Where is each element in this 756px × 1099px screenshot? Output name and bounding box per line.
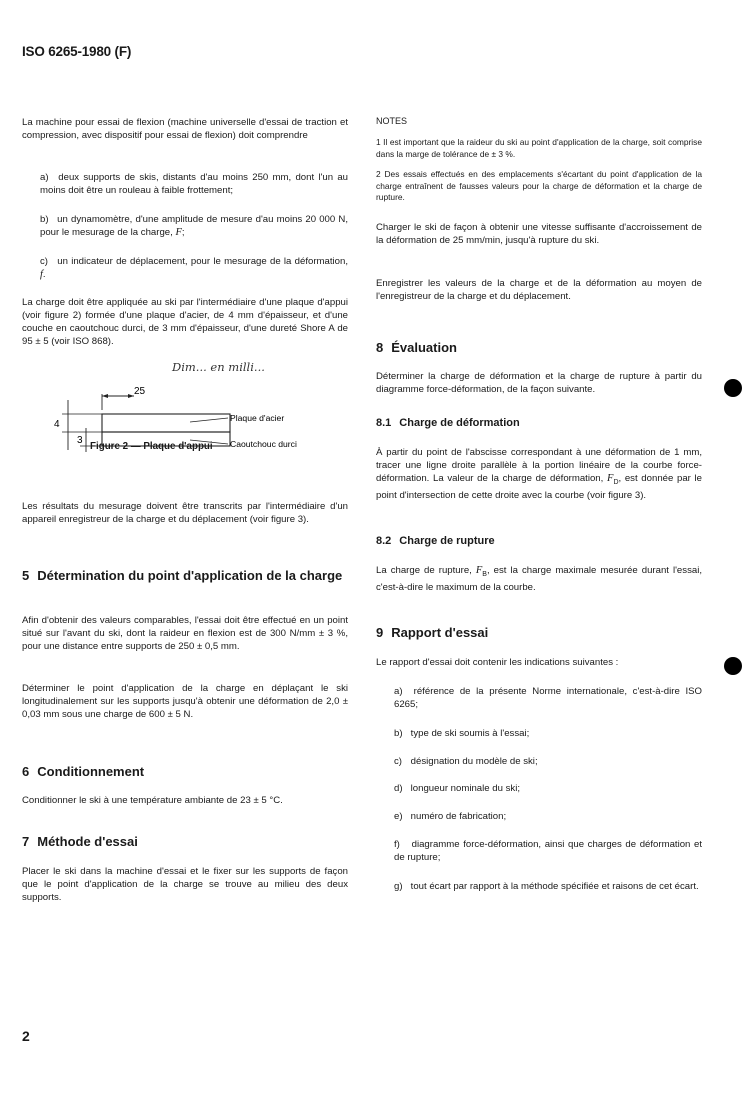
paragraph-part: À partir du point de l'abscisse correspondant à une déformation de 1 mm, tracer une ligne droite parallèle à la portion linéaire de la courbe force-déformation. La valeur de la charge de déformation, — [376, 447, 702, 484]
list-item — [376, 685, 702, 711]
section-title-text: Évaluation — [391, 340, 457, 355]
list-item — [376, 782, 702, 795]
list-item — [376, 727, 702, 740]
list-item — [22, 171, 348, 197]
note-1: 1 Il est important que la raideur du ski au point d'application de la charge, soit comprise dans la marge de tolérance de ± 3 %. — [376, 137, 702, 159]
list-marker: c) — [40, 256, 48, 267]
section-8-2-title — [376, 535, 495, 548]
variable-fb: F — [475, 565, 483, 576]
list-marker: g) — [394, 881, 403, 892]
dim-arrow-left — [102, 394, 108, 398]
paragraph-part: , est la charge maximale mesurée durant l'essai, c'est-à-dire le maximum de la courbe. — [376, 565, 702, 593]
dim-length-label: 25 — [134, 386, 146, 397]
document-header: ISO 6265-1980 (F) — [22, 44, 132, 59]
page-number: 2 — [22, 1028, 30, 1044]
section-5-title — [22, 568, 348, 583]
section-7-title — [22, 834, 138, 849]
list-marker: c) — [394, 756, 402, 767]
paragraph-part: , est donnée par le point d'intersection de cette droite avec la courbe (voir figure 3). — [376, 473, 703, 501]
list-marker: d) — [394, 783, 403, 794]
list-text: un indicateur de déplacement, pour le mesurage de la déformation, — [57, 256, 348, 267]
list-marker: b) — [40, 214, 49, 225]
section-number: 8.1 — [376, 417, 392, 429]
section-title-text: Charge de rupture — [399, 535, 495, 547]
list-text: référence de la présente Norme internationale, c'est-à-dire ISO 6265; — [394, 686, 702, 710]
list-text: un dynamomètre, d'une amplitude de mesure d'au moins 20 000 N, pour le mesurage de la charge, — [40, 214, 348, 238]
list-item — [376, 755, 702, 768]
handwritten-annotation: Dim... en milli... — [172, 360, 265, 374]
section-number: 8 — [376, 340, 384, 355]
list-marker: b) — [394, 728, 403, 739]
punch-hole-top — [724, 379, 742, 397]
list-item — [22, 213, 348, 239]
list-text: type de ski soumis à l'essai; — [410, 728, 530, 739]
load-paragraph: La charge doit être appliquée au ski par l'intermédiaire d'une plaque d'appui (voir figure 2) formée d'une plaque d'acier, de 4 mm d'épaisseur, et d'une couche en caoutchouc durci, de 3 mm d'épaisseur, d'une dureté Shore A de 95 ± 5 (voir ISO 868). — [22, 297, 348, 347]
list-item — [376, 810, 702, 823]
list-text: diagramme force-déformation, ainsi que charges de déformation et de rupture; — [394, 839, 702, 863]
note-2: 2 Des essais effectués en des emplacements s'écartant du point d'application de la charge entraînent de fausses valeurs pour la charge de déformation et la charge de rupture. — [376, 169, 702, 202]
list-item — [376, 838, 702, 864]
results-paragraph: Les résultats du mesurage doivent être transcrits par l'intermédiaire d'un appareil enregistreur de la charge et du déplacement (voir figure 3). — [22, 501, 348, 525]
notes-heading: NOTES — [376, 116, 408, 126]
section-number: 8.2 — [376, 535, 392, 547]
load-speed-paragraph: Charger le ski de façon à obtenir une vitesse suffisante d'accroissement de la déformation de 25 mm/min, jusqu'à rupture du ski. — [376, 222, 702, 246]
section-8-2-paragraph — [376, 564, 702, 594]
section-title-text: Méthode d'essai — [37, 834, 138, 849]
section-number: 9 — [376, 625, 384, 640]
section-6-title — [22, 764, 144, 779]
subscript-d: D — [613, 478, 619, 486]
dim-3-label: 3 — [77, 435, 83, 446]
punch-hole-bottom — [724, 657, 742, 675]
list-text: désignation du modèle de ski; — [410, 756, 538, 767]
section-title-text: Détermination du point d'application de la charge — [37, 568, 343, 583]
section-title-text: Conditionnement — [37, 764, 145, 779]
list-text: longueur nominale du ski; — [410, 783, 521, 794]
section-number: 5 — [22, 568, 30, 583]
label-rubber: Caoutchouc durci — [230, 439, 297, 449]
paragraph-part: La charge de rupture, — [376, 565, 472, 576]
intro-paragraph: La machine pour essai de flexion (machine universelle d'essai de traction et compression, avec dispositif pour essai de flexion) doit comprendre — [22, 117, 348, 141]
list-text: numéro de fabrication; — [410, 811, 507, 822]
list-tail: . — [42, 269, 46, 280]
variable-fd: F — [607, 473, 614, 484]
list-tail: ; — [181, 227, 185, 238]
subscript-b: B — [482, 570, 487, 578]
section-title-text: Rapport d'essai — [391, 625, 489, 640]
section-8-title — [376, 340, 457, 355]
section-8-1-paragraph — [376, 446, 702, 502]
steel-plate — [102, 414, 230, 432]
variable-f: F — [175, 227, 182, 238]
section-number: 7 — [22, 834, 30, 849]
list-item — [22, 255, 348, 281]
list-marker: a) — [40, 172, 49, 183]
section-9-paragraph: Le rapport d'essai doit contenir les indications suivantes : — [376, 657, 619, 668]
section-5-paragraph-1: Afin d'obtenir des valeurs comparables, l'essai doit être effectué en un point situé sur l'avant du ski, dont la raideur en flexion est de 300 N/mm ± 3 %, pour une distance entre supports de 250 ± 0,5 mm. — [22, 615, 348, 652]
label-steel-plate: Plaque d'acier — [230, 413, 285, 423]
section-title-text: Charge de déformation — [399, 417, 520, 429]
figure-caption: Figure 2 — Plaque d'appui — [90, 441, 213, 452]
dim-4-label: 4 — [54, 419, 60, 430]
list-item — [376, 880, 702, 893]
list-marker: f) — [394, 839, 400, 850]
variable-f-small: f — [40, 269, 43, 280]
section-5-paragraph-2: Déterminer le point d'application de la charge en déplaçant le ski longitudinalement sur les supports jusqu'à obtenir une déformation de 2,0 ± 0,03 mm sous une charge de 600 ± 5 N. — [22, 683, 348, 720]
section-8-paragraph: Déterminer la charge de déformation et la charge de rupture à partir du diagramme force-déformation, de la façon suivante. — [376, 371, 702, 395]
section-7-paragraph: Placer le ski dans la machine d'essai et le fixer sur les supports de façon que le point d'application de la charge se trouve au milieu des deux supports. — [22, 866, 348, 903]
leader-steel — [190, 418, 228, 422]
list-marker: a) — [394, 686, 403, 697]
list-marker: e) — [394, 811, 403, 822]
section-number: 6 — [22, 764, 30, 779]
section-6-paragraph: Conditionner le ski à une température ambiante de 23 ± 5 °C. — [22, 795, 283, 806]
section-9-title — [376, 625, 488, 640]
section-8-1-title — [376, 417, 520, 430]
list-text: tout écart par rapport à la méthode spécifiée et raisons de cet écart. — [410, 881, 699, 892]
list-text: deux supports de skis, distants d'au moins 250 mm, dont l'un au moins doit être un rouleau à faible frottement; — [40, 172, 349, 196]
record-paragraph: Enregistrer les valeurs de la charge et de la déformation au moyen de l'enregistreur de la charge et du déplacement. — [376, 278, 702, 302]
